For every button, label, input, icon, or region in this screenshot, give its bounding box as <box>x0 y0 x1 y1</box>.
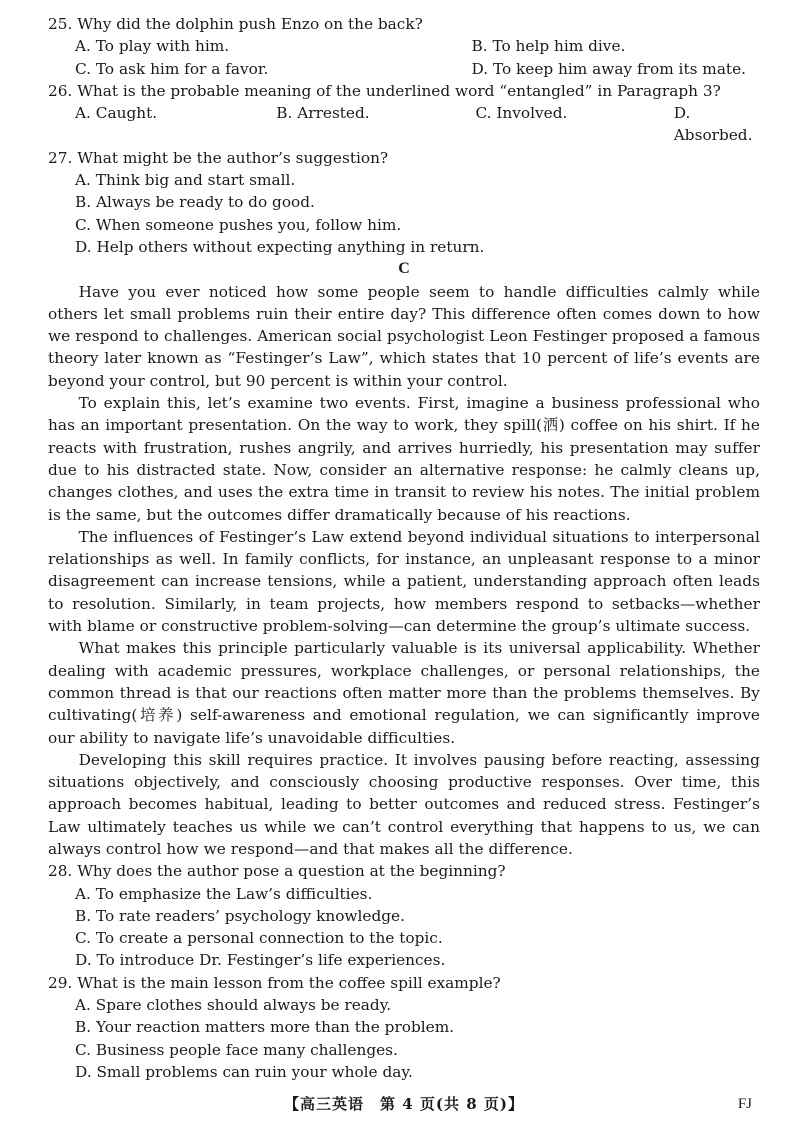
answer-options <box>48 169 760 258</box>
passage-paragraph: Developing this skill requires practice. It involves pausing before reacting, assessing situations objectively, and consciously choosing productive responses. Over time, this approach becomes habitual, leading to better outcomes and reduced stress. Festinger’s Law ultimately teaches us while we can’t control everything that happens to us, we can always control how we respond—and that makes all the difference. <box>48 750 760 858</box>
option-b: B. Always be ready to do good. <box>75 193 315 212</box>
question-28 <box>48 860 760 971</box>
reading-passage <box>48 281 760 861</box>
option-c: C. When someone pushes you, follow him. <box>75 215 402 234</box>
question-stem: 25. Why did the dolphin push Enzo on the back? <box>48 15 423 33</box>
option-a: A. To play with him. <box>75 37 230 56</box>
option-a: A. Think big and start small. <box>75 171 296 190</box>
answer-options <box>48 102 760 147</box>
option-a: A. Spare clothes should always be ready. <box>75 996 392 1015</box>
page-footer <box>48 1093 760 1115</box>
question-25 <box>48 13 760 80</box>
passage-paragraph: What makes this principle particularly valuable is its universal applicability. Whether dealing with academic pressures, workplace challenges, or personal relationships, the common thread is that our reactions often matter more than the problems themselves. By cultivating(培养) self-awareness and emotional regulation, we can significantly improve our ability to navigate life’s unavoidable difficulties. <box>48 639 760 747</box>
answer-options <box>48 35 760 80</box>
footer-code: FJ <box>737 1096 752 1112</box>
footer-page-label: 【高三英语 第 4 页(共 8 页)】 <box>284 1095 524 1113</box>
option-c: C. Business people face many challenges. <box>75 1040 398 1059</box>
option-a: A. To emphasize the Law’s difficulties. <box>75 884 373 903</box>
option-d: D. Absorbed. <box>673 104 753 145</box>
option-b: B. To help him dive. <box>471 37 626 56</box>
passage-paragraph: Have you ever noticed how some people seem to handle difficulties calmly while others let small problems ruin their entire day? This difference often comes down to how we respond to challenges. American social psychologist Leon Festinger proposed a famous theory later known as “Festinger’s Law”, which states that 10 percent of life’s events are beyond your control, but 90 percent is within your control. <box>48 282 760 390</box>
question-27 <box>48 147 760 258</box>
option-d: D. To introduce Dr. Festinger’s life experiences. <box>75 951 446 970</box>
option-b: B. To rate readers’ psychology knowledge. <box>75 906 405 925</box>
question-26 <box>48 80 760 147</box>
question-stem: 29. What is the main lesson from the coffee spill example? <box>48 973 501 992</box>
section-heading: C <box>398 260 410 278</box>
question-29 <box>48 972 760 1083</box>
question-stem: 28. Why does the author pose a question at the beginning? <box>48 862 506 881</box>
option-d: D. Help others without expecting anything in return. <box>75 237 485 256</box>
answer-options <box>48 883 760 972</box>
option-a: A. Caught. <box>75 104 158 123</box>
option-c: C. To ask him for a favor. <box>75 59 269 78</box>
option-b: B. Arrested. <box>276 104 370 123</box>
question-stem: 26. What is the probable meaning of the underlined word “entangled” in Paragraph 3? <box>48 81 721 100</box>
answer-options <box>48 994 760 1083</box>
option-b: B. Your reaction matters more than the problem. <box>75 1018 455 1037</box>
option-c: C. Involved. <box>475 104 568 123</box>
passage-paragraph: To explain this, let’s examine two events. First, imagine a business professional who has an important presentation. On the way to work, they spill(洒) coffee on his shirt. If he reacts with frustration, rushes angrily, and arrives hurriedly, his presentation may suffer due to his distracted state. Now, consider an alternative response: he calmly cleans up, changes clothes, and uses the extra time in transit to review his notes. The initial problem is the same, but the outcomes differ dramatically because of his reactions. <box>48 394 760 524</box>
option-d: D. Small problems can ruin your whole day. <box>75 1062 413 1081</box>
passage-paragraph: The influences of Festinger’s Law extend beyond individual situations to interpersonal relationships as well. In family conflicts, for instance, an unpleasant response to a minor disagreement can increase tensions, while a patient, understanding approach often leads to resolution. Similarly, in team projects, how members respond to setbacks—whether with blame or constructive problem-solving—can determine the group’s ultimate success. <box>48 527 760 636</box>
option-c: C. To create a personal connection to the topic. <box>75 929 443 948</box>
question-stem: 27. What might be the author’s suggestion? <box>48 148 389 167</box>
option-d: D. To keep him away from its mate. <box>471 59 746 78</box>
